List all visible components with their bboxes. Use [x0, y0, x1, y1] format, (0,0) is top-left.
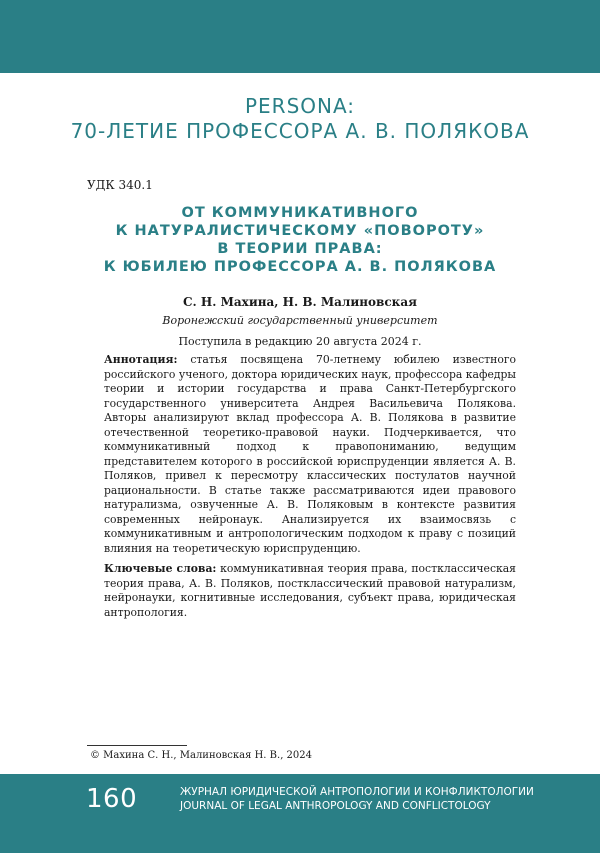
page-number: 160: [86, 784, 138, 814]
title-line: К ЮБИЛЕЮ ПРОФЕССОРА А. В. ПОЛЯКОВА: [103, 259, 497, 275]
affiliation: Воронежский государственный университет: [162, 314, 438, 327]
copyright-footnote: © Махина С. Н., Малиновская Н. В., 2024: [90, 750, 313, 761]
article-title: [60, 204, 540, 276]
footnote-divider: [87, 745, 187, 746]
abstract-label: Аннотация:: [104, 353, 178, 366]
abstract-text: статья посвящена 70-летнему юбилею известного российского ученого, доктора юридических наук, профессора кафедры теории и истории государства и права Санкт-Петербургского государственного университета Андрея Васильевича Полякова. Авторы анализируют вклад профессора А. В. Полякова в развитие отечественной теоретико-правовой науки. Подчеркивается, что коммуникативный подход к правопониманию, ведущим представителем которого в российской юриспруденции является А. В. Поляков, привел к пересмотру классических постулатов научной рациональности. В статье также рассматриваются идеи правового натурализма, озвученные А. В. Поляковым в контексте развития современных нейронаук. Анализируется их взаимосвязь с коммуникативным и антропологическим подходом к праву с позиций влияния на теоретическую юриспруденцию.: [104, 353, 516, 555]
title-line: К НАТУРАЛИСТИЧЕСКОМУ «ПОВОРОТУ»: [115, 223, 485, 239]
journal-name-en: JOURNAL OF LEGAL ANTHROPOLOGY AND CONFLICTOLOGY: [180, 800, 491, 812]
received-date: Поступила в редакцию 20 августа 2024 г.: [178, 335, 422, 348]
keywords-label: Ключевые слова:: [104, 562, 217, 575]
journal-name: [180, 785, 534, 813]
keywords-paragraph: [104, 562, 516, 620]
rubric-line-1: PERSONA:: [244, 94, 356, 118]
abstract-paragraph: [104, 353, 516, 556]
header-band: [0, 0, 600, 73]
rubric-line-2: 70-ЛЕТИЕ ПРОФЕССОРА А. В. ПОЛЯКОВА: [70, 119, 530, 143]
title-line: ОТ КОММУНИКАТИВНОГО: [181, 205, 419, 221]
udk-code: УДК 340.1: [87, 178, 153, 192]
title-line: В ТЕОРИИ ПРАВА:: [217, 241, 383, 257]
authors: С. Н. Махина, Н. В. Малиновская: [183, 295, 417, 309]
keywords-text: коммуникативная теория права, постклассическая теория права, А. В. Поляков, постклассический правовой натурализм, нейронауки, когнитивные исследования, субъект права, юридическая антропология.: [104, 562, 516, 619]
section-rubric: [0, 94, 600, 144]
journal-name-ru: ЖУРНАЛ ЮРИДИЧЕСКОЙ АНТРОПОЛОГИИ И КОНФЛИКТОЛОГИИ: [180, 786, 534, 798]
abstract-block: [104, 353, 516, 626]
